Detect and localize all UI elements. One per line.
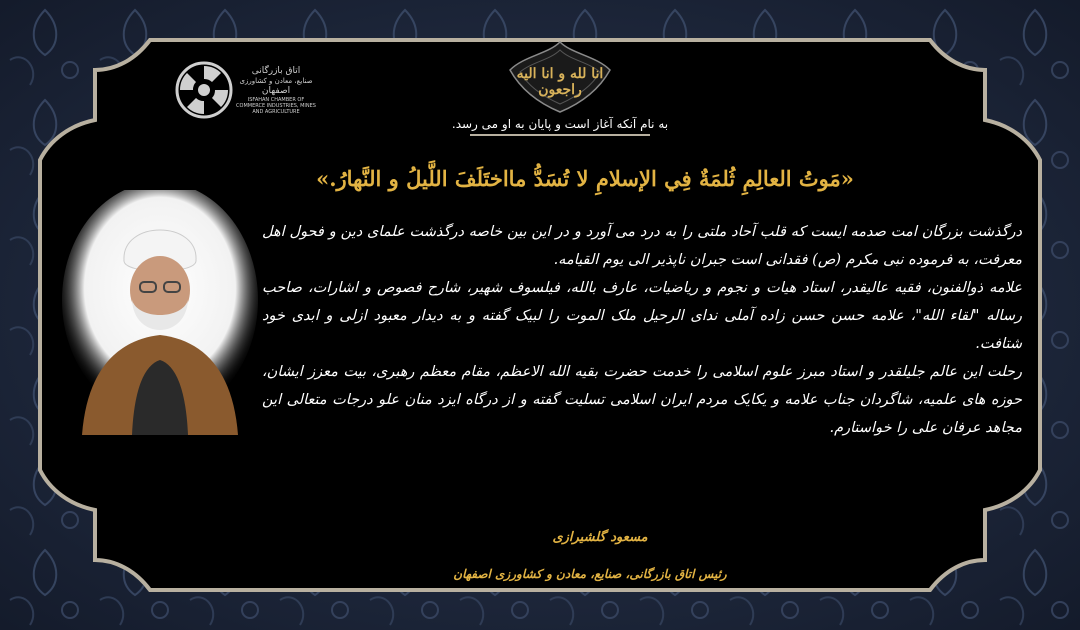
signer-name: مسعود گلشیرازی (552, 530, 648, 545)
logo-name-en: ISFAHAN CHAMBER OF COMMERCE INDUSTRIES, MINES AND AGRICULTURE (236, 97, 316, 115)
banner-title: انا لله و انا الیه راجعون (516, 66, 604, 98)
subtitle: به نام آنکه آغاز است و پایان به او می رسد. (451, 117, 669, 131)
body-paragraph-1: درگذشت بزرگان امت صدمه ایست که قلب آحاد ملتی را به درد می آورد و در این بین خاصه درگذشت علمای دین و فحول اهل معرفت، به فرموده نبی مکرم (ص) فقدانی است جبران ناپذیر الی یوم القیامه. (262, 224, 1022, 268)
logo-line3: اصفهان (261, 86, 291, 96)
body-paragraph-2: علامه ذوالفنون، فقیه عالیقدر، استاد هیات و نجوم و ریاضیات، عارف بالله، فیلسوف شهیر، شارح فصوص و اشارات، صاحب رساله "لقاء الله"، علامه حسن حسن زاده آملی ندای الرحیل ملک الموت را لبیک گفته و به دیدار معبود ازلی و ابدی خود شتافت. (262, 280, 1022, 352)
logo-wordmark (236, 66, 316, 115)
signer-title: رئیس اتاق بازرگانی، صنایع، معادن و کشاورزی اصفهان (453, 567, 727, 581)
hadith-quote: «مَوتُ العالِمِ ثُلمَةٌ فِي الإسلامِ لا تُسَدُّ مااختَلَفَ اللَّیلُ و النَّهارُ.» (316, 166, 854, 191)
body-paragraph-3: رحلت این عالم جلیلقدر و استاد مبرز علوم اسلامی را خدمت حضرت بقیه الله الاعظم، مقام معظم رهبری، بیت معزز ایشان، حوزه های علمیه، شاگردان جناب علامه و یکایک مردم ایران اسلامی تسلیت گفته و از درگاه ایزد منان علو درجات متعالی این مجاهد عرفان علی را خواستارم. (262, 364, 1022, 436)
portrait-image (62, 190, 258, 435)
logo-name: اتاق بازرگانی (251, 66, 301, 76)
logo-line2: صنایع، معادن و کشاورزی (239, 77, 313, 85)
condolence-body (262, 218, 1022, 442)
subtitle-divider (470, 134, 650, 136)
